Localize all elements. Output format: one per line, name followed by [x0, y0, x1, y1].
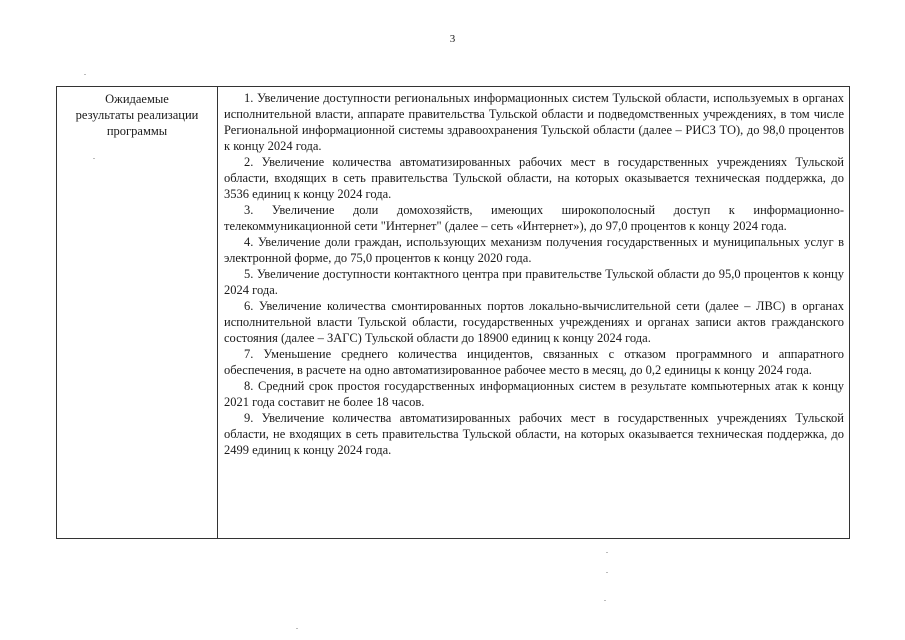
scan-speck: [84, 74, 86, 75]
scan-speck: [93, 158, 95, 159]
row-label-cell: [57, 87, 218, 538]
expected-results-cell: [218, 87, 849, 538]
result-item-5: 5. Увеличение доступности контактного центра при правительстве Тульской области до 95,0 процентов к концу 2024 года.: [224, 267, 844, 297]
result-item-8: 8. Средний срок простоя государственных информационных систем в результате компьютерных атак к концу 2021 года составит не более 18 часов.: [224, 379, 844, 409]
result-item-2: 2. Увеличение количества автоматизированных рабочих мест в государственных учреждениях Тульской области, входящих в сеть правительства Тульской области, на которых оказывается техническая поддержка, до 3536 единиц к концу 2024 года.: [224, 155, 844, 201]
scan-speck: [606, 572, 608, 573]
result-item-1: 1. Увеличение доступности региональных информационных систем Тульской области, используемых в органах исполнительной власти, аппарате правительства Тульской области и подведомственных учреждениях, в том числе Региональной информационной системы здравоохранения Тульской области (далее – РИСЗ ТО), до 98,0 процентов к концу 2024 года.: [224, 91, 844, 153]
scan-speck: [296, 628, 298, 629]
row-label-line-1: Ожидаемые: [105, 92, 169, 106]
result-item-9: 9. Увеличение количества автоматизированных рабочих мест в государственных учреждениях Тульской области, не входящих в сеть правительства Тульской области, на которых оказывается техническая поддержка, до 2499 единиц к концу 2024 года.: [224, 411, 844, 457]
result-item-4: 4. Увеличение доли граждан, использующих механизм получения государственных и муниципальных услуг в электронной форме, до 75,0 процентов к концу 2020 года.: [224, 235, 844, 265]
scan-speck: [606, 552, 608, 553]
row-label-line-2: результаты реализации: [75, 108, 199, 122]
result-item-3: 3. Увеличение доли домохозяйств, имеющих широкополосный доступ к информационно-телекоммуникационной сети "Интернет" (далее – сеть «Интернет»), до 97,0 процентов к концу 2024 года.: [224, 203, 844, 233]
scan-speck: [604, 600, 606, 601]
page-number: 3: [449, 33, 456, 45]
results-table: [56, 86, 850, 539]
row-label-line-3: программы: [106, 124, 168, 138]
result-item-7: 7. Уменьшение среднего количества инцидентов, связанных с отказом программного и аппаратного обеспечения, в расчете на одно автоматизированное рабочее место в месяц, до 0,2 единицы к концу 2024 года.: [224, 347, 844, 377]
result-item-6: 6. Увеличение количества смонтированных портов локально-вычислительной сети (далее – ЛВС) в органах исполнительной власти Тульской области, государственных учреждениях и органах записи актов гражданского состояния (далее – ЗАГС) Тульской области до 18900 единиц к концу 2024 года.: [224, 299, 844, 345]
